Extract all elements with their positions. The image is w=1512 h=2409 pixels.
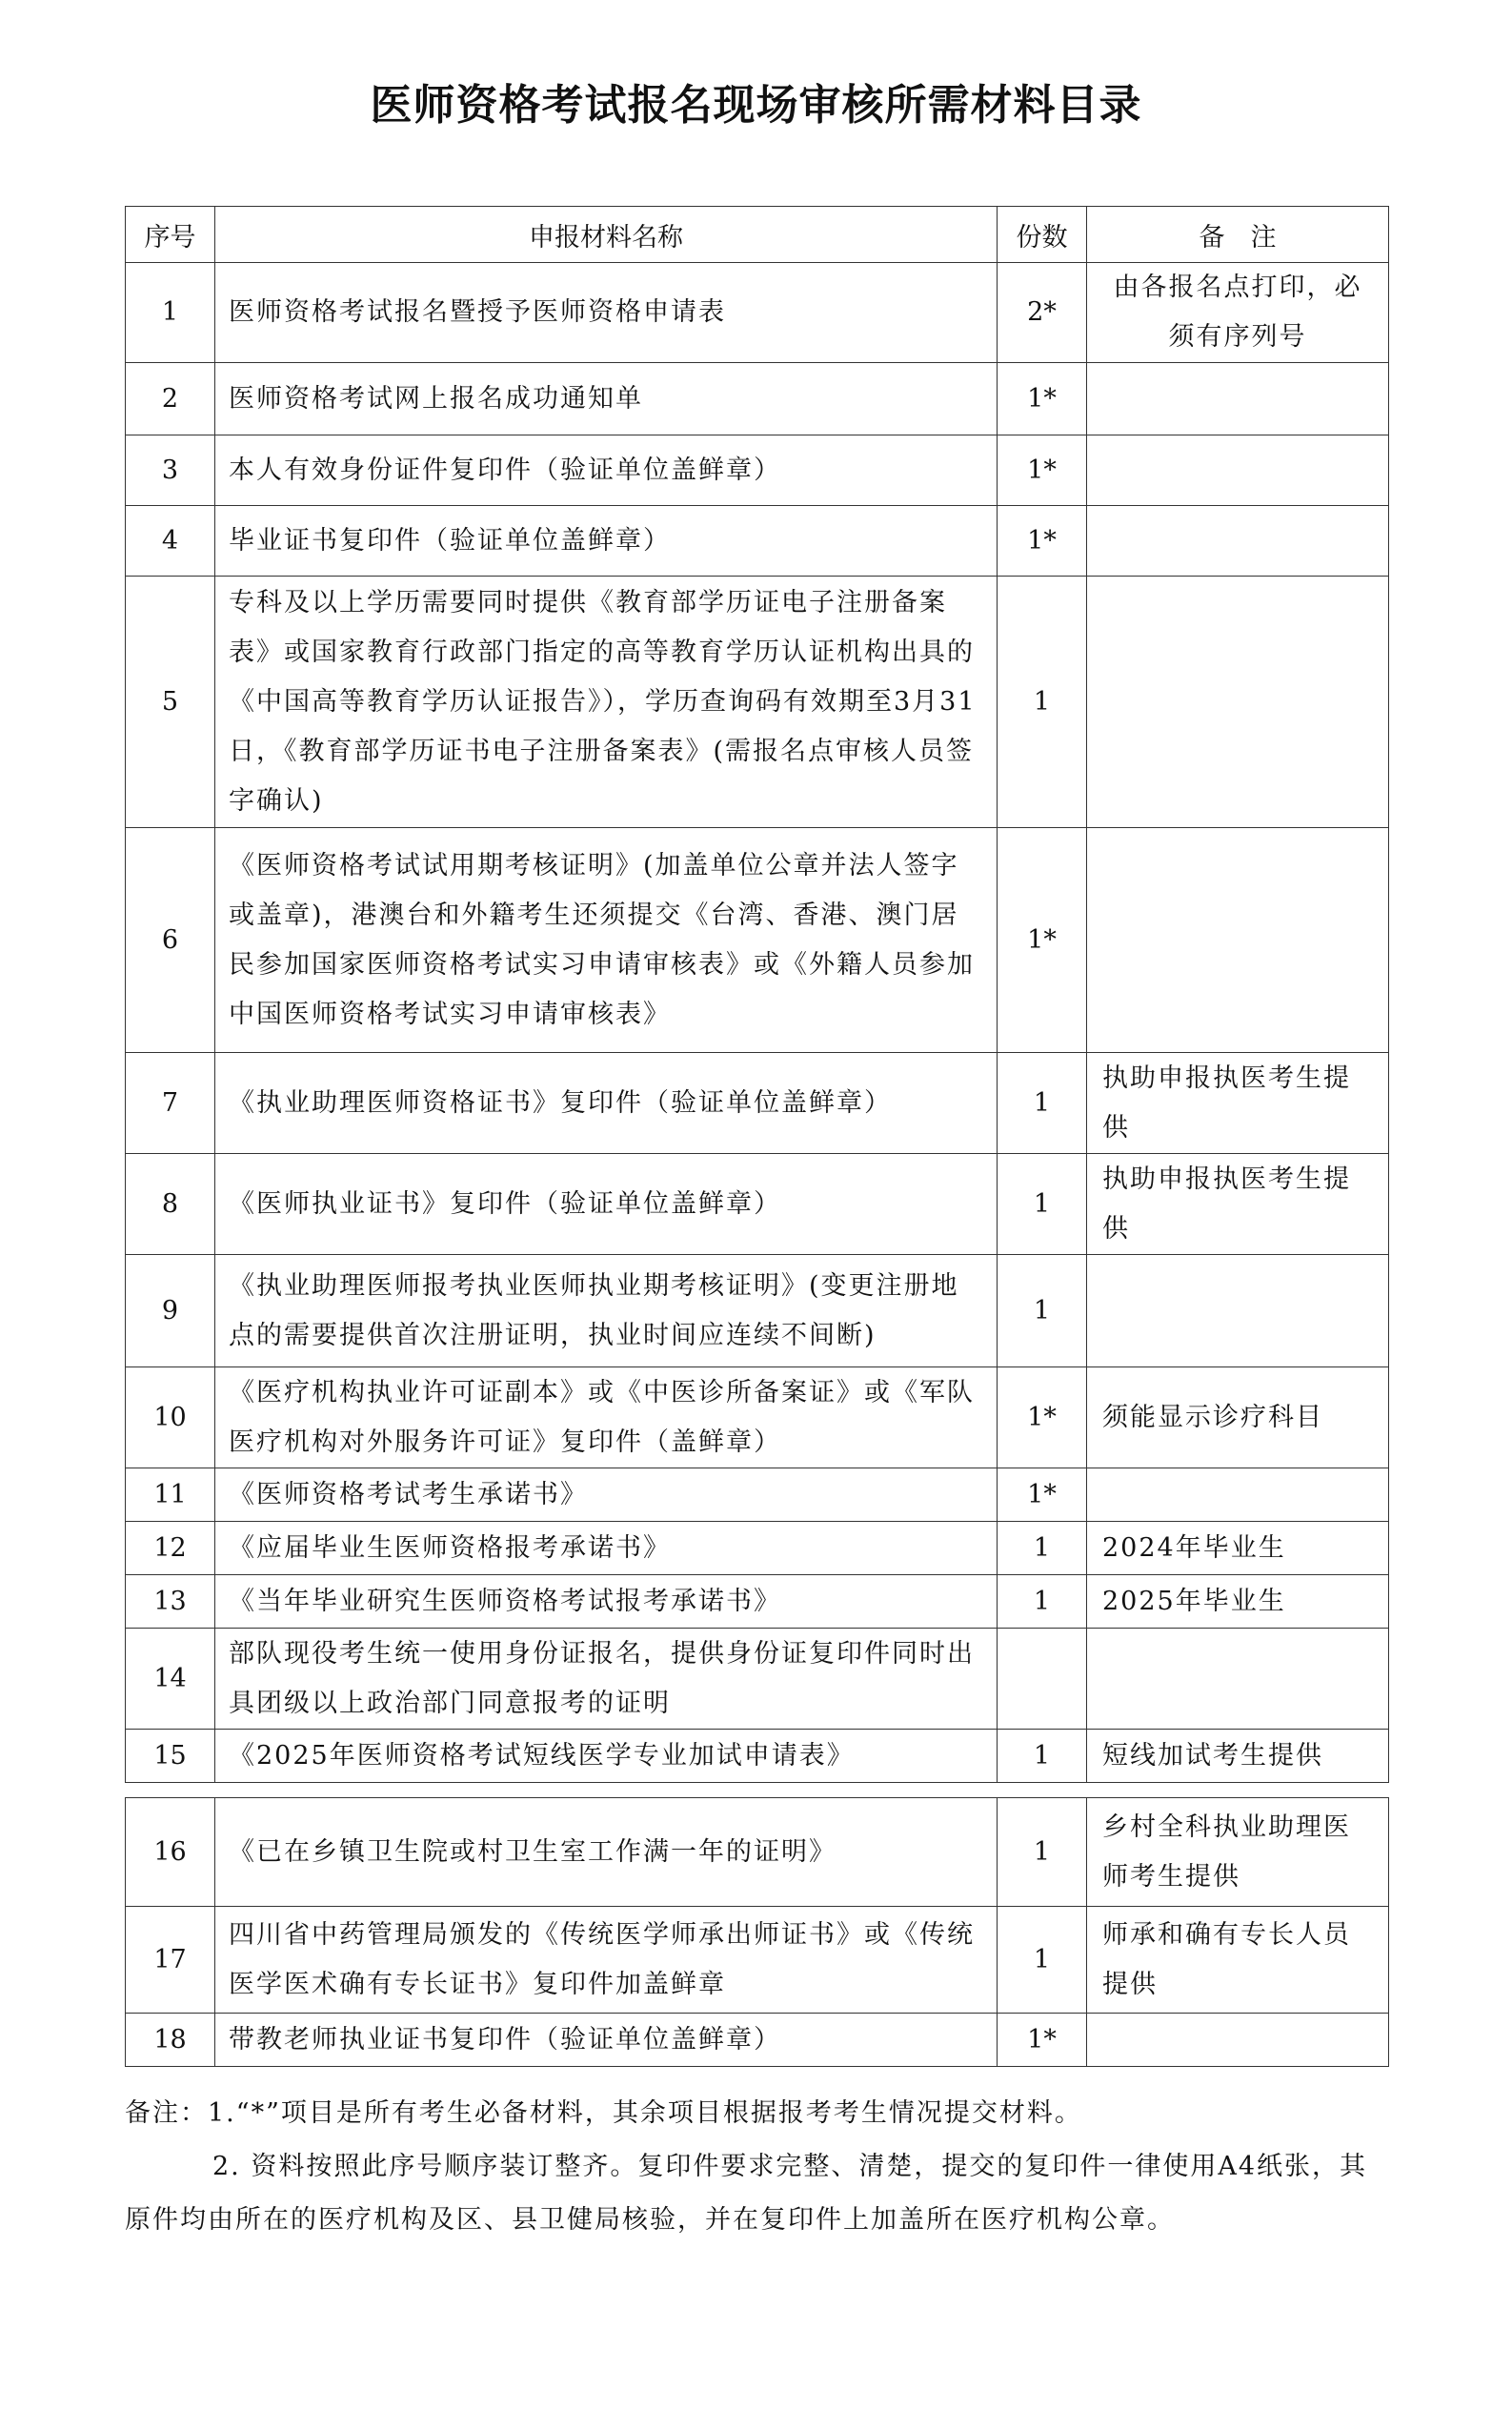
row-count xyxy=(998,1629,1087,1730)
row-count: 1 xyxy=(998,1255,1087,1367)
table-row xyxy=(126,1798,1389,1907)
row-number: 11 xyxy=(126,1468,215,1522)
row-number: 17 xyxy=(126,1907,215,2014)
table-header-row xyxy=(126,207,1389,263)
row-note: 执助申报执医考生提供 xyxy=(1087,1154,1389,1255)
row-number: 16 xyxy=(126,1798,215,1907)
table-row xyxy=(126,2014,1389,2067)
table-row xyxy=(126,1154,1389,1255)
row-material-name: 《医师资格考试考生承诺书》 xyxy=(215,1468,998,1522)
row-note: 由各报名点打印，必须有序列号 xyxy=(1087,263,1389,363)
row-note xyxy=(1087,506,1389,577)
row-material-name: 《应届毕业生医师资格报考承诺书》 xyxy=(215,1522,998,1575)
row-note xyxy=(1087,363,1389,435)
row-number: 13 xyxy=(126,1575,215,1629)
document-title: 医师资格考试报名现场审核所需材料目录 xyxy=(370,81,1142,130)
row-number: 8 xyxy=(126,1154,215,1255)
row-count: 1* xyxy=(998,363,1087,435)
table-row xyxy=(126,828,1389,1053)
row-material-name: 部队现役考生统一使用身份证报名，提供身份证复印件同时出具团级以上政治部门同意报考的证明 xyxy=(215,1629,998,1730)
table-row xyxy=(126,506,1389,577)
row-count: 2* xyxy=(998,263,1087,363)
row-count: 1 xyxy=(998,1798,1087,1907)
notes-section xyxy=(125,2087,1388,2247)
row-number: 15 xyxy=(126,1730,215,1783)
row-note xyxy=(1087,435,1389,506)
header-count: 份数 xyxy=(998,207,1087,263)
note-line-1: 备注：1.“*”项目是所有考生必备材料，其余项目根据报考考生情况提交材料。 xyxy=(125,2098,1082,2128)
row-count: 1 xyxy=(998,1907,1087,2014)
row-note: 师承和确有专长人员提供 xyxy=(1087,1907,1389,2014)
row-material-name: 毕业证书复印件（验证单位盖鲜章） xyxy=(215,506,998,577)
row-number: 14 xyxy=(126,1629,215,1730)
row-material-name: 《已在乡镇卫生院或村卫生室工作满一年的证明》 xyxy=(215,1798,998,1907)
note-line-2: 2. 资料按照此序号顺序装订整齐。复印件要求完整、清楚，提交的复印件一律使用A4纸张，其原件均由所在的医疗机构及区、县卫健局核验，并在复印件上加盖所在医疗机构公章。 xyxy=(125,2152,1368,2235)
row-count: 1 xyxy=(998,1154,1087,1255)
row-material-name: 本人有效身份证件复印件（验证单位盖鲜章） xyxy=(215,435,998,506)
table-row xyxy=(126,1522,1389,1575)
row-number: 10 xyxy=(126,1367,215,1468)
table-row xyxy=(126,1730,1389,1783)
row-count: 1* xyxy=(998,1468,1087,1522)
row-count: 1 xyxy=(998,1575,1087,1629)
row-count: 1* xyxy=(998,506,1087,577)
row-note xyxy=(1087,828,1389,1053)
header-note: 备 注 xyxy=(1087,207,1389,263)
row-material-name: 四川省中药管理局颁发的《传统医学师承出师证书》或《传统医学医术确有专长证书》复印件加盖鲜章 xyxy=(215,1907,998,2014)
table-row xyxy=(126,435,1389,506)
row-note xyxy=(1087,2014,1389,2067)
row-note xyxy=(1087,1629,1389,1730)
row-count: 1 xyxy=(998,577,1087,828)
row-material-name: 医师资格考试网上报名成功通知单 xyxy=(215,363,998,435)
row-material-name: 医师资格考试报名暨授予医师资格申请表 xyxy=(215,263,998,363)
table-row xyxy=(126,363,1389,435)
table-row xyxy=(126,577,1389,828)
row-count: 1 xyxy=(998,1053,1087,1154)
row-count: 1* xyxy=(998,2014,1087,2067)
row-material-name: 《执业助理医师资格证书》复印件（验证单位盖鲜章） xyxy=(215,1053,998,1154)
materials-table-continued xyxy=(125,1797,1389,2067)
row-number: 4 xyxy=(126,506,215,577)
row-number: 2 xyxy=(126,363,215,435)
row-material-name: 《执业助理医师报考执业医师执业期考核证明》(变更注册地点的需要提供首次注册证明，执业时间应连续不间断) xyxy=(215,1255,998,1367)
row-number: 9 xyxy=(126,1255,215,1367)
row-note: 乡村全科执业助理医师考生提供 xyxy=(1087,1798,1389,1907)
row-note: 2025年毕业生 xyxy=(1087,1575,1389,1629)
materials-table xyxy=(125,206,1389,1783)
row-note: 执助申报执医考生提供 xyxy=(1087,1053,1389,1154)
row-count: 1 xyxy=(998,1730,1087,1783)
row-number: 12 xyxy=(126,1522,215,1575)
header-name: 申报材料名称 xyxy=(215,207,998,263)
row-material-name: 《当年毕业研究生医师资格考试报考承诺书》 xyxy=(215,1575,998,1629)
table-row xyxy=(126,1468,1389,1522)
table-row xyxy=(126,1255,1389,1367)
row-material-name: 专科及以上学历需要同时提供《教育部学历证电子注册备案表》或国家教育行政部门指定的高等教育学历认证机构出具的《中国高等教育学历认证报告》），学历查询码有效期至3月31日，《教育部学历证书电子注册备案表》(需报名点审核人员签字确认) xyxy=(215,577,998,828)
row-number: 1 xyxy=(126,263,215,363)
row-material-name: 《医师执业证书》复印件（验证单位盖鲜章） xyxy=(215,1154,998,1255)
row-number: 18 xyxy=(126,2014,215,2067)
row-number: 5 xyxy=(126,577,215,828)
row-count: 1* xyxy=(998,435,1087,506)
table-row xyxy=(126,1053,1389,1154)
row-count: 1* xyxy=(998,1367,1087,1468)
table-row xyxy=(126,1575,1389,1629)
row-material-name: 《医疗机构执业许可证副本》或《中医诊所备案证》或《军队医疗机构对外服务许可证》复印件（盖鲜章） xyxy=(215,1367,998,1468)
row-count: 1 xyxy=(998,1522,1087,1575)
table-row xyxy=(126,1629,1389,1730)
table-row xyxy=(126,263,1389,363)
row-note: 2024年毕业生 xyxy=(1087,1522,1389,1575)
row-count: 1* xyxy=(998,828,1087,1053)
row-material-name: 《医师资格考试试用期考核证明》(加盖单位公章并法人签字或盖章)，港澳台和外籍考生还须提交《台湾、香港、澳门居民参加国家医师资格考试实习申请审核表》或《外籍人员参加中国医师资格考试实习申请审核表》 xyxy=(215,828,998,1053)
row-note xyxy=(1087,1468,1389,1522)
row-number: 6 xyxy=(126,828,215,1053)
row-number: 3 xyxy=(126,435,215,506)
row-material-name: 《2025年医师资格考试短线医学专业加试申请表》 xyxy=(215,1730,998,1783)
row-number: 7 xyxy=(126,1053,215,1154)
table-row xyxy=(126,1907,1389,2014)
table-row xyxy=(126,1367,1389,1468)
row-note xyxy=(1087,577,1389,828)
row-note: 须能显示诊疗科目 xyxy=(1087,1367,1389,1468)
row-note xyxy=(1087,1255,1389,1367)
header-no: 序号 xyxy=(126,207,215,263)
row-material-name: 带教老师执业证书复印件（验证单位盖鲜章） xyxy=(215,2014,998,2067)
row-note: 短线加试考生提供 xyxy=(1087,1730,1389,1783)
